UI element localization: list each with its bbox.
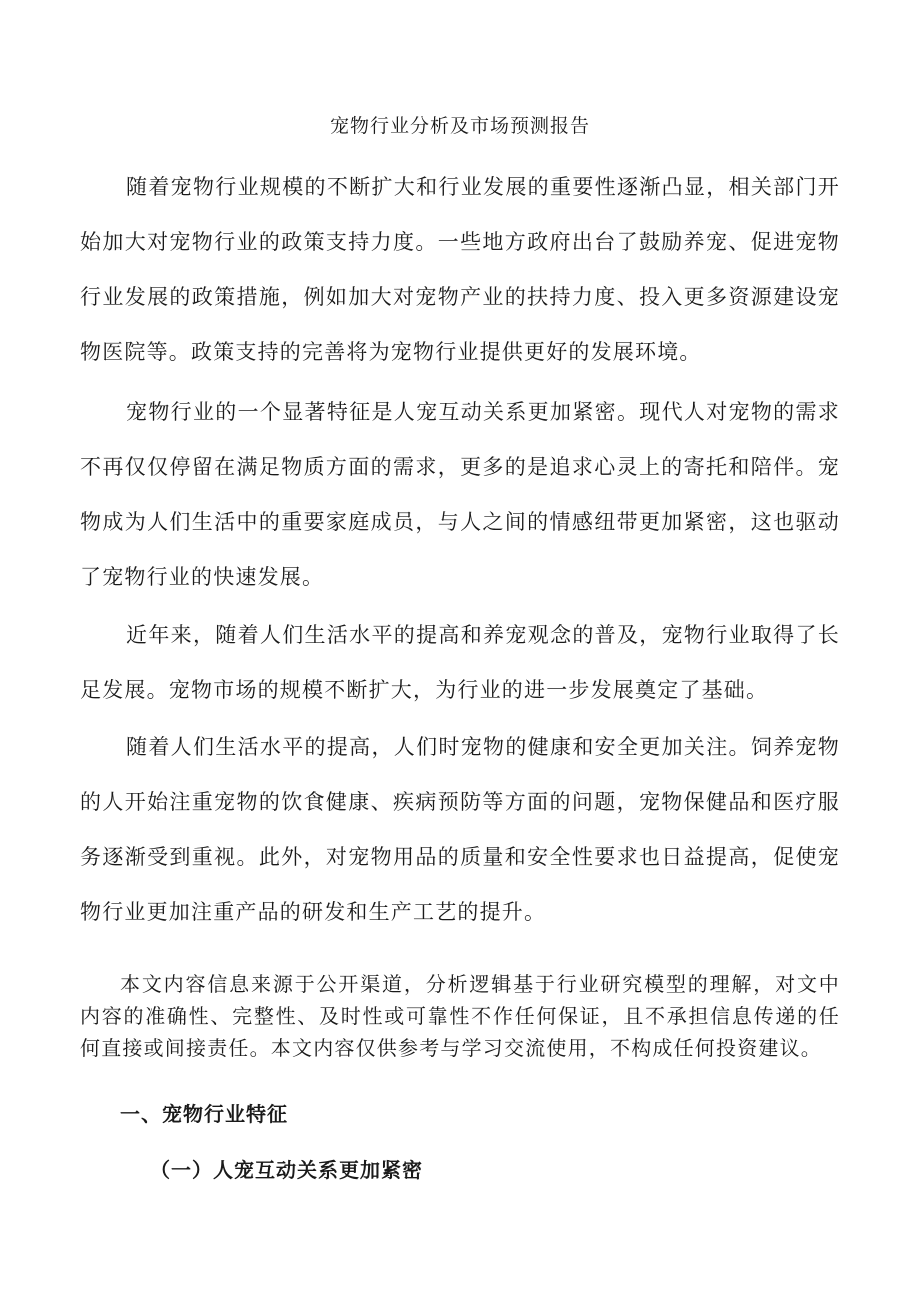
paragraph-market-growth: 近年来，随着人们生活水平的提高和养宠观念的普及，宠物行业取得了长足发展。宠物市场的规模不断扩大，为行业的进一步发展奠定了基础。 bbox=[80, 623, 840, 702]
paragraph-health-safety: 随着人们生活水平的提高，人们时宠物的健康和安全更加关注。饲养宠物的人开始注重宠物的饮食健康、疾病预防等方面的问题，宠物保健品和医疗服务逐渐受到重视。此外，对宠物用品的质量和安全性要求也日益提高，促使宠物行业更加注重产品的研发和生产工艺的提升。 bbox=[80, 735, 840, 924]
paragraph-policy-support: 随着宠物行业规模的不断扩大和行业发展的重要性逐渐凸显，相关部门开始加大对宠物行业的政策支持力度。一些地方政府出台了鼓励养宠、促进宠物行业发展的政策措施，例如加大对宠物产业的扶持力度、投入更多资源建设宠物医院等。政策支持的完善将为宠物行业提供更好的发展环境。 bbox=[80, 175, 840, 364]
subsection-heading: （一）人宠互动关系更加紧密 bbox=[150, 1158, 423, 1182]
paragraph-human-pet-interaction: 宠物行业的一个显著特征是人宠互动关系更加紧密。现代人对宠物的需求不再仅仅停留在满足物质方面的需求，更多的是追求心灵上的寄托和陪伴。宠物成为人们生活中的重要家庭成员，与人之间的情感纽带更加紧密，这也驱动了宠物行业的快速发展。 bbox=[80, 400, 840, 589]
section-heading: 一、宠物行业特征 bbox=[120, 1102, 288, 1126]
disclaimer-paragraph: 本文内容信息来源于公开渠道，分析逻辑基于行业研究模型的理解，对文中内容的准确性、完整性、及时性或可靠性不作任何保证，且不承担信息传递的任何直接或间接责任。本文内容仅供参考与学习交流使用，不构成任何投资建议。 bbox=[80, 972, 840, 1060]
document-title: 宠物行业分析及市场预测报告 bbox=[329, 115, 590, 137]
